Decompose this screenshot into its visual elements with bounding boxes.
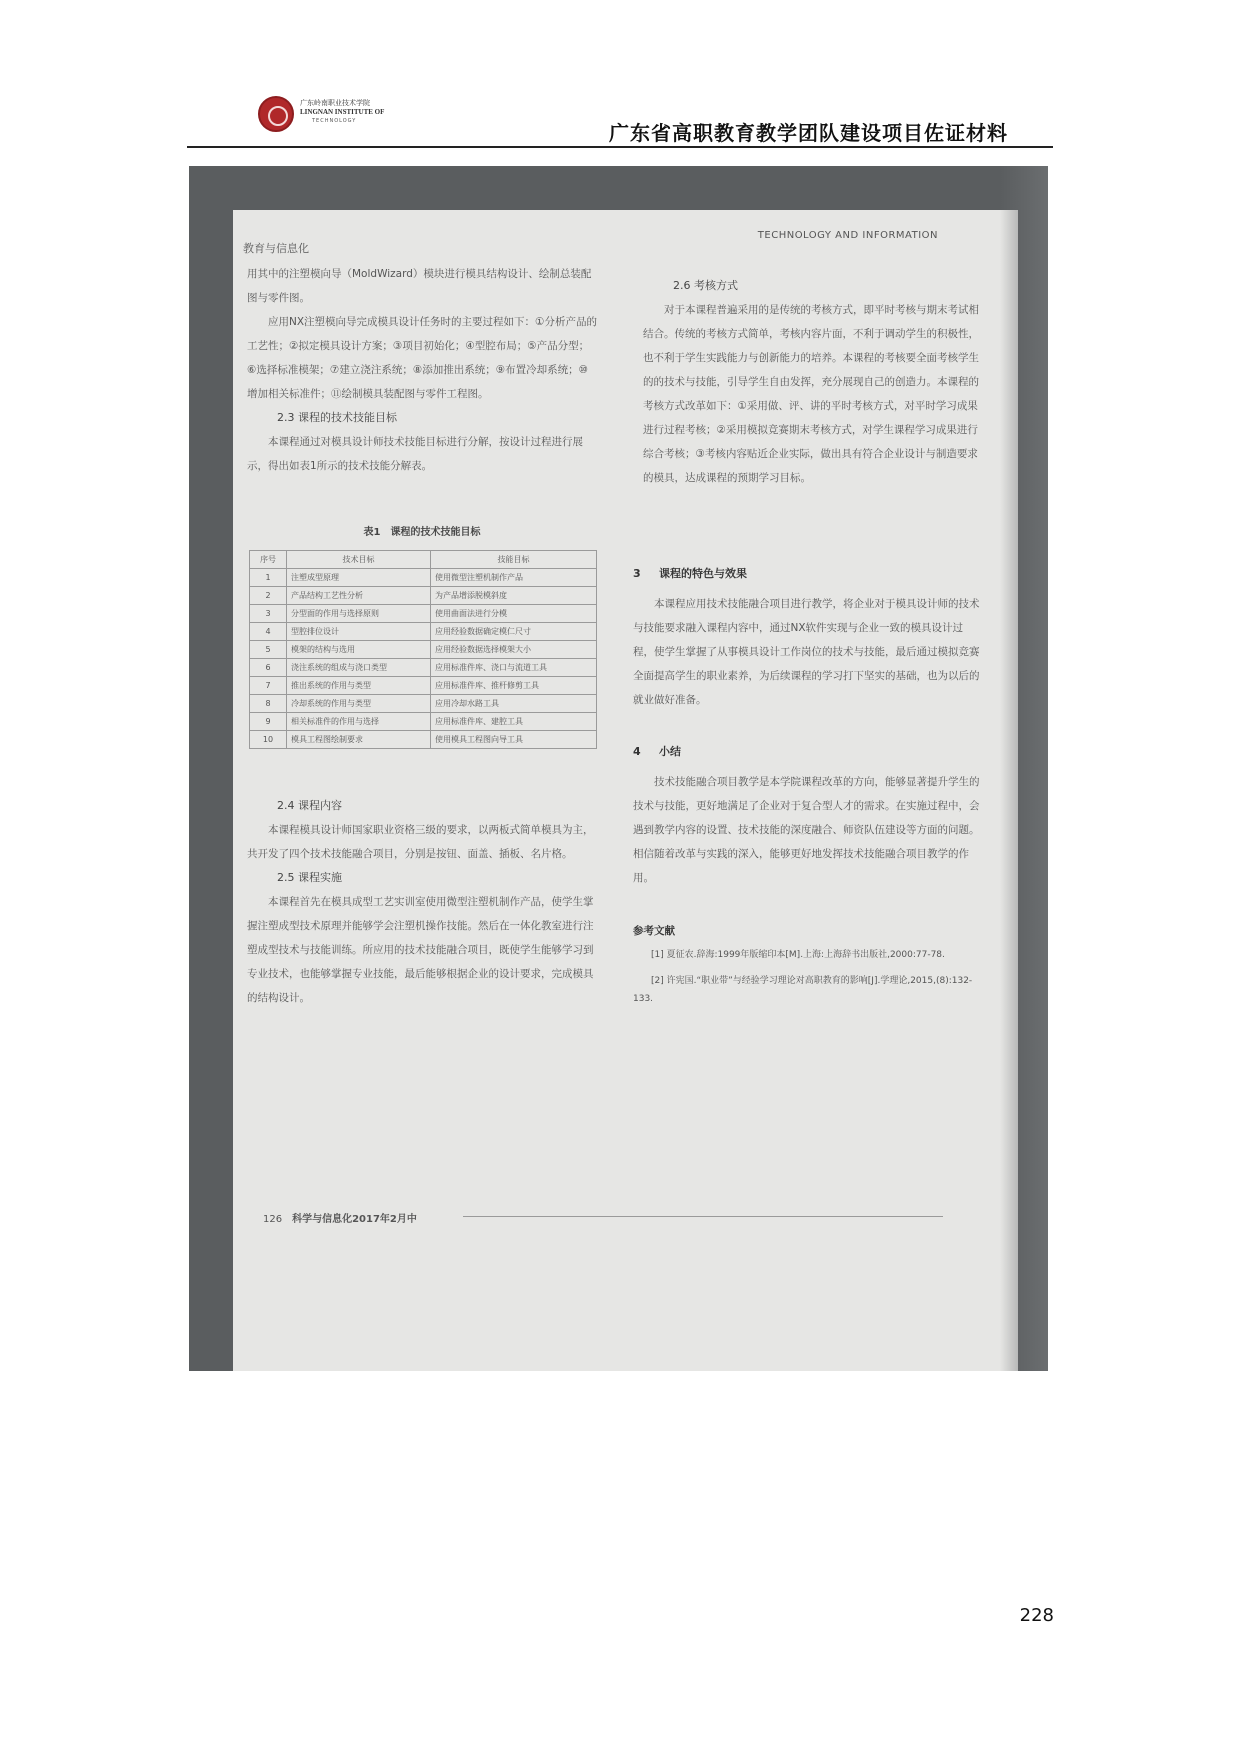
left-column-bottom [247, 794, 597, 1010]
table-cell: 6 [250, 659, 287, 677]
logo-english-name-line2: TECHNOLOGY [312, 118, 357, 124]
table-cell: 注塑成型原理 [287, 569, 431, 587]
reference-item: [2] 许宪国.“职业带”与经验学习理论对高职教育的影响[J].学理论,2015,(8):132-133. [633, 976, 973, 1004]
paragraph: 本课程模具设计师国家职业资格三级的要求，以两板式简单模具为主，共开发了四个技术技能融合项目，分别是按钮、面盖、插板、名片格。 [247, 824, 594, 860]
section-number: 4 [633, 745, 641, 758]
table-cell: 冷却系统的作用与类型 [287, 695, 431, 713]
section-title: 课程的特色与效果 [659, 567, 747, 580]
table-cell: 使用微型注塑机制作产品 [431, 569, 597, 587]
table-cell: 推出系统的作用与类型 [287, 677, 431, 695]
paragraph: 本课程通过对模具设计师技术技能目标进行分解，按设计过程进行展示，得出如表1所示的技术技能分解表。 [247, 436, 583, 472]
section-heading: 2.5 课程实施 [277, 871, 342, 884]
table-row [250, 587, 597, 605]
paragraph: 应用NX注塑模向导完成模具设计任务时的主要过程如下：①分析产品的工艺性；②拟定模具设计方案；③项目初始化；④型腔布局；⑤产品分型；⑥选择标准模架；⑦建立浇注系统；⑧添加推出系统；⑨布置冷却系统；⑩增加相关标准件；⑪绘制模具装配图与零件工程图。 [247, 316, 597, 400]
section-heading [633, 740, 983, 764]
logo-chinese-name: 广东岭南职业技术学院 [300, 99, 370, 107]
table-row [250, 641, 597, 659]
scanned-page-photo [189, 166, 1048, 1371]
section-heading: 2.4 课程内容 [277, 799, 342, 812]
table-cell: 产品结构工艺性分析 [287, 587, 431, 605]
document-title: 广东省高职教育教学团队建设项目佐证材料 [609, 121, 1008, 145]
paragraph: 对于本课程普遍采用的是传统的考核方式，即平时考核与期末考试相结合。传统的考核方式简单，考核内容片面，不利于调动学生的积极性，也不利于学生实践能力与创新能力的培养。本课程的考核要全面考核学生的的技术与技能，引导学生自由发挥，充分展现自己的创造力。本课程的考核方式改革如下：①采用做、评、讲的平时考核方式，对平时学习成果进行过程考核；②采用模拟竞赛期末考核方式，对学生课程学习成果进行综合考核；③考核内容贴近企业实际，做出具有符合企业设计与制造要求的模具，达成课程的预期学习目标。 [643, 304, 979, 484]
table-header-cell: 序号 [250, 551, 287, 569]
table-header-cell: 技能目标 [431, 551, 597, 569]
binding-shadow [1000, 166, 1048, 1371]
section-heading: 2.6 考核方式 [673, 279, 738, 292]
references [633, 922, 983, 1016]
table-row [250, 713, 597, 731]
journal-sheet [233, 210, 1018, 1371]
header-divider [187, 146, 1053, 148]
table-row [250, 623, 597, 641]
table-caption: 表1 课程的技术技能目标 [363, 527, 481, 538]
logo-english-name: LINGNAN INSTITUTE OF [300, 108, 385, 116]
table-row [250, 659, 597, 677]
table-cell: 3 [250, 605, 287, 623]
footer-divider [463, 1216, 943, 1217]
journal-page-number: 126 [263, 1214, 283, 1225]
table-cell: 模架的结构与选用 [287, 641, 431, 659]
reference-item: [1] 夏征农.辞海:1999年版缩印本[M].上海:上海辞书出版社,2000:77-78. [651, 950, 945, 960]
table-cell: 浇注系统的组成与浇口类型 [287, 659, 431, 677]
table-cell: 5 [250, 641, 287, 659]
journal-issue: 科学与信息化2017年2月中 [292, 1214, 417, 1225]
table-cell: 10 [250, 731, 287, 749]
table-cell: 应用冷却水路工具 [431, 695, 597, 713]
left-column-top [247, 262, 597, 478]
table-row [250, 731, 597, 749]
table-cell: 2 [250, 587, 287, 605]
section-title: 小结 [659, 745, 681, 758]
table-cell: 4 [250, 623, 287, 641]
paragraph: 技术技能融合项目教学是本学院课程改革的方向，能够显著提升学生的技术与技能，更好地满足了企业对于复合型人才的需求。在实施过程中，会遇到教学内容的设置、技术技能的深度融合、师资队伍建设等方面的问题。相信随着改革与实践的深入，能够更好地发挥技术技能融合项目教学的作用。 [633, 776, 980, 884]
table-cell: 为产品增添脱模斜度 [431, 587, 597, 605]
table-cell: 7 [250, 677, 287, 695]
table-cell: 应用经验数据确定模仁尺寸 [431, 623, 597, 641]
table-cell: 应用标准件库、浇口与流道工具 [431, 659, 597, 677]
section-tag: 教育与信息化 [243, 242, 309, 255]
right-column-top [643, 274, 983, 490]
seal-icon [258, 96, 294, 132]
section-4 [633, 740, 983, 890]
table-cell: 1 [250, 569, 287, 587]
table-row [250, 569, 597, 587]
table-row [250, 677, 597, 695]
paragraph: 用其中的注塑模向导（MoldWizard）模块进行模具结构设计、绘制总装配图与零件图。 [247, 268, 592, 304]
references-heading: 参考文献 [633, 925, 675, 937]
table-header-cell: 技术目标 [287, 551, 431, 569]
paragraph: 本课程应用技术技能融合项目进行教学，将企业对于模具设计师的技术与技能要求融入课程内容中，通过NX软件实现与企业一致的模具设计过程，使学生掌握了从事模具设计工作岗位的技术与技能，最后通过模拟竞赛全面提高学生的职业素养，为后续课程的学习打下坚实的基础，也为以后的就业做好准备。 [633, 598, 980, 706]
institute-logo [258, 96, 383, 136]
journal-footer [263, 1210, 417, 1225]
table-row [250, 695, 597, 713]
skills-table [249, 550, 597, 749]
table-cell: 应用标准件库、建腔工具 [431, 713, 597, 731]
table-cell: 使用模具工程图向导工具 [431, 731, 597, 749]
table-cell: 应用经验数据选择模架大小 [431, 641, 597, 659]
table-cell: 应用标准件库、推杆修剪工具 [431, 677, 597, 695]
journal-tag: TECHNOLOGY AND INFORMATION [757, 230, 938, 241]
section-heading: 2.3 课程的技术技能目标 [277, 411, 397, 424]
section-3 [633, 562, 983, 712]
table-cell: 分型面的作用与选择原则 [287, 605, 431, 623]
table-row [250, 605, 597, 623]
table-cell: 8 [250, 695, 287, 713]
table-cell: 型腔排位设计 [287, 623, 431, 641]
page-number: 228 [1019, 1605, 1054, 1626]
table-cell: 模具工程图绘制要求 [287, 731, 431, 749]
table-cell: 9 [250, 713, 287, 731]
table-cell: 使用曲面法进行分模 [431, 605, 597, 623]
paragraph: 本课程首先在模具成型工艺实训室使用微型注塑机制作产品，使学生掌握注塑成型技术原理并能够学会注塑机操作技能。然后在一体化教室进行注塑成型技术与技能训练。所应用的技术技能融合项目，既使学生能够学习到专业技术，也能够掌握专业技能，最后能够根据企业的设计要求，完成模具的结构设计。 [247, 896, 594, 1004]
section-number: 3 [633, 567, 641, 580]
section-heading [633, 562, 983, 586]
table-cell: 相关标准件的作用与选择 [287, 713, 431, 731]
table-header-row [250, 551, 597, 569]
